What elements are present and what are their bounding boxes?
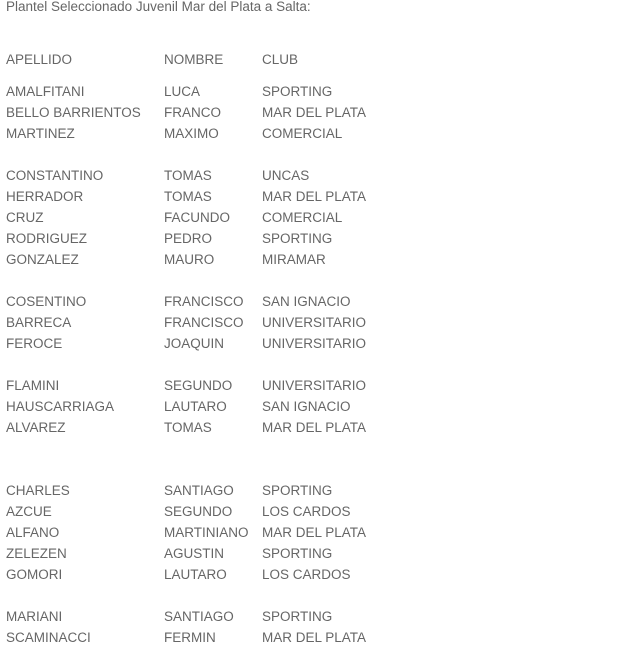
cell-apellido: GONZALEZ xyxy=(6,252,79,267)
cell-club: COMERCIAL xyxy=(262,126,343,141)
cell-apellido: FEROCE xyxy=(6,336,63,351)
page-title: Plantel Seleccionado Juvenil Mar del Plata a Salta: xyxy=(6,0,311,14)
cell-nombre: TOMAS xyxy=(164,420,212,435)
cell-club: LOS CARDOS xyxy=(262,504,351,519)
cell-apellido: ALVAREZ xyxy=(6,420,66,435)
cell-apellido: HERRADOR xyxy=(6,189,84,204)
cell-club: MAR DEL PLATA xyxy=(262,630,367,645)
cell-apellido: ZELEZEN xyxy=(6,546,67,561)
cell-nombre: FRANCISCO xyxy=(164,294,244,309)
cell-club: MAR DEL PLATA xyxy=(262,420,367,435)
cell-apellido: AZCUE xyxy=(6,504,52,519)
cell-club: COMERCIAL xyxy=(262,210,343,225)
cell-club: LOS CARDOS xyxy=(262,567,351,582)
cell-club: UNIVERSITARIO xyxy=(262,378,367,393)
cell-nombre: TOMAS xyxy=(164,189,212,204)
cell-apellido: ALFANO xyxy=(6,525,60,540)
cell-club: SPORTING xyxy=(262,231,333,246)
header-club: CLUB xyxy=(262,52,299,67)
cell-club: MIRAMAR xyxy=(262,252,326,267)
cell-nombre: MARTINIANO xyxy=(164,525,249,540)
cell-apellido: BELLO BARRIENTOS xyxy=(6,105,141,120)
cell-nombre: MAURO xyxy=(164,252,215,267)
cell-apellido: FLAMINI xyxy=(6,378,60,393)
cell-apellido: GOMORI xyxy=(6,567,63,582)
cell-nombre: SEGUNDO xyxy=(164,504,233,519)
cell-apellido: CHARLES xyxy=(6,483,70,498)
cell-apellido: MARIANI xyxy=(6,609,63,624)
cell-nombre: FACUNDO xyxy=(164,210,231,225)
cell-nombre: SEGUNDO xyxy=(164,378,233,393)
cell-club: UNIVERSITARIO xyxy=(262,336,367,351)
cell-nombre: TOMAS xyxy=(164,168,212,183)
cell-apellido: BARRECA xyxy=(6,315,72,330)
cell-club: SAN IGNACIO xyxy=(262,399,351,414)
cell-nombre: JOAQUIN xyxy=(164,336,225,351)
cell-nombre: FRANCO xyxy=(164,105,221,120)
header-apellido: APELLIDO xyxy=(6,52,73,67)
cell-club: SAN IGNACIO xyxy=(262,294,351,309)
cell-apellido: MARTINEZ xyxy=(6,126,75,141)
cell-apellido: RODRIGUEZ xyxy=(6,231,87,246)
cell-nombre: SANTIAGO xyxy=(164,483,234,498)
cell-apellido: CRUZ xyxy=(6,210,44,225)
cell-nombre: LUCA xyxy=(164,84,201,99)
cell-apellido: CONSTANTINO xyxy=(6,168,104,183)
cell-nombre: FRANCISCO xyxy=(164,315,244,330)
cell-club: UNCAS xyxy=(262,168,310,183)
cell-club: SPORTING xyxy=(262,84,333,99)
cell-club: SPORTING xyxy=(262,609,333,624)
cell-nombre: PEDRO xyxy=(164,231,213,246)
cell-nombre: AGUSTIN xyxy=(164,546,225,561)
header-nombre: NOMBRE xyxy=(164,52,224,67)
cell-nombre: LAUTARO xyxy=(164,399,227,414)
cell-apellido: HAUSCARRIAGA xyxy=(6,399,115,414)
cell-nombre: MAXIMO xyxy=(164,126,219,141)
cell-club: SPORTING xyxy=(262,483,333,498)
cell-club: UNIVERSITARIO xyxy=(262,315,367,330)
cell-club: MAR DEL PLATA xyxy=(262,189,367,204)
cell-club: MAR DEL PLATA xyxy=(262,525,367,540)
cell-nombre: LAUTARO xyxy=(164,567,227,582)
cell-club: SPORTING xyxy=(262,546,333,561)
cell-nombre: SANTIAGO xyxy=(164,609,234,624)
cell-apellido: COSENTINO xyxy=(6,294,87,309)
cell-club: MAR DEL PLATA xyxy=(262,105,367,120)
cell-nombre: FERMIN xyxy=(164,630,216,645)
cell-apellido: AMALFITANI xyxy=(6,84,85,99)
cell-apellido: SCAMINACCI xyxy=(6,630,91,645)
